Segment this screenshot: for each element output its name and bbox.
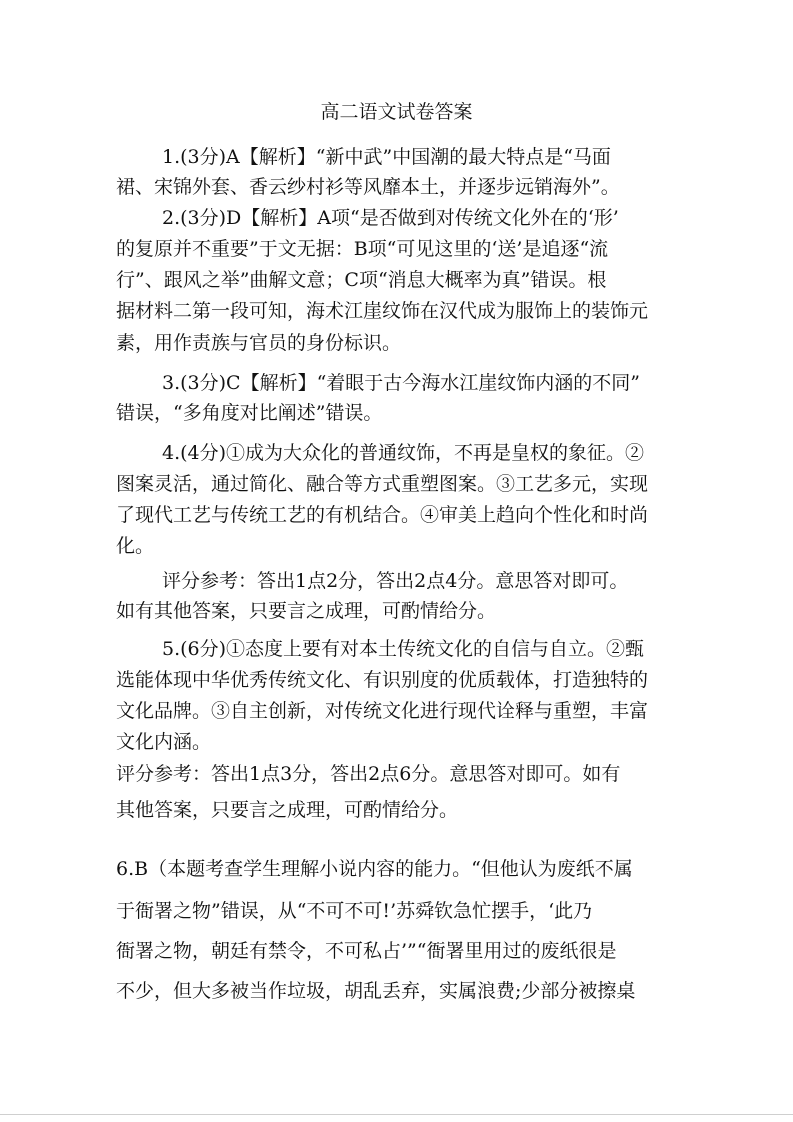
text-line: 1.(3分)A【解析】“新中武”中国潮的最大特点是“马面: [162, 146, 611, 168]
text-line: 文化内涵。: [116, 731, 212, 753]
text-line: 4.(4分)①成为大众化的普通纹饰，不再是皇权的象征。②: [162, 442, 645, 464]
text-line: 2.(3分)D【解析】A项“是否做到对传统文化外在的‘形’: [162, 207, 619, 229]
text-line: 图案灵活，通过简化、融合等方式重塑图案。③工艺多元，实现: [116, 473, 649, 495]
text-line: 其他答案，只要言之成理，可酌情给分。: [116, 799, 459, 821]
page-title: 高二语文试卷答案: [320, 101, 473, 123]
text-line: 错误，“多角度对比阐述”错误。: [116, 402, 383, 424]
text-line: 行”、跟风之举”曲解文意；C项“消息大概率为真”错误。根: [116, 269, 607, 291]
text-line: 衙署之物，朝廷有禁令，不可私占’”“衙署里用过的废纸很是: [116, 940, 617, 962]
page-bottom-divider: [0, 1114, 793, 1115]
text-line: 如有其他答案，只要言之成理，可酌情给分。: [116, 600, 497, 622]
text-line: 文化品牌。③自主创新，对传统文化进行现代诠释与重塑，丰富: [116, 700, 649, 722]
text-line: 素，用作责族与官员的身份标识。: [116, 332, 402, 354]
text-line: 5.(6分)①态度上要有对本土传统文化的自信与自立。②甄: [162, 638, 645, 660]
text-line: 据材料二第一段可知，海术江崖纹饰在汉代成为服饰上的装饰元: [116, 300, 649, 322]
text-line: 不少，但大多被当作垃圾，胡乱丢弃，实属浪费;少部分被擦桌: [116, 980, 636, 1002]
text-line: 化。: [116, 535, 155, 557]
text-line: 评分参考：答出1点2分，答出2点4分。意思答对即可。: [162, 570, 629, 592]
text-line: 评分参考：答出1点3分，答出2点6分。意思答对即可。如有: [116, 763, 621, 785]
text-line: 的复原并不重要”于文无据：B项“可见这里的‘送’是追逐“流: [116, 238, 609, 260]
text-line: 裙、宋锦外套、香云纱村衫等风靡本土，并逐步远销海外”。: [116, 176, 620, 198]
text-line: 3.(3分)C【解析】“着眼于古今海水江崖纹饰内涵的不同”: [162, 372, 641, 394]
text-line: 了现代工艺与传统工艺的有机结合。④审美上趋向个性化和时尚: [116, 504, 649, 526]
text-line: 选能体现中华优秀传统文化、有识别度的优质载体，打造独特的: [116, 669, 649, 691]
text-line: 6.B（本题考查学生理解小说内容的能力。“但他认为废纸不属: [116, 858, 633, 880]
text-line: 于衙署之物”错误，从“不可不可!’苏舜钦急忙摆手，‘此乃: [116, 900, 593, 922]
